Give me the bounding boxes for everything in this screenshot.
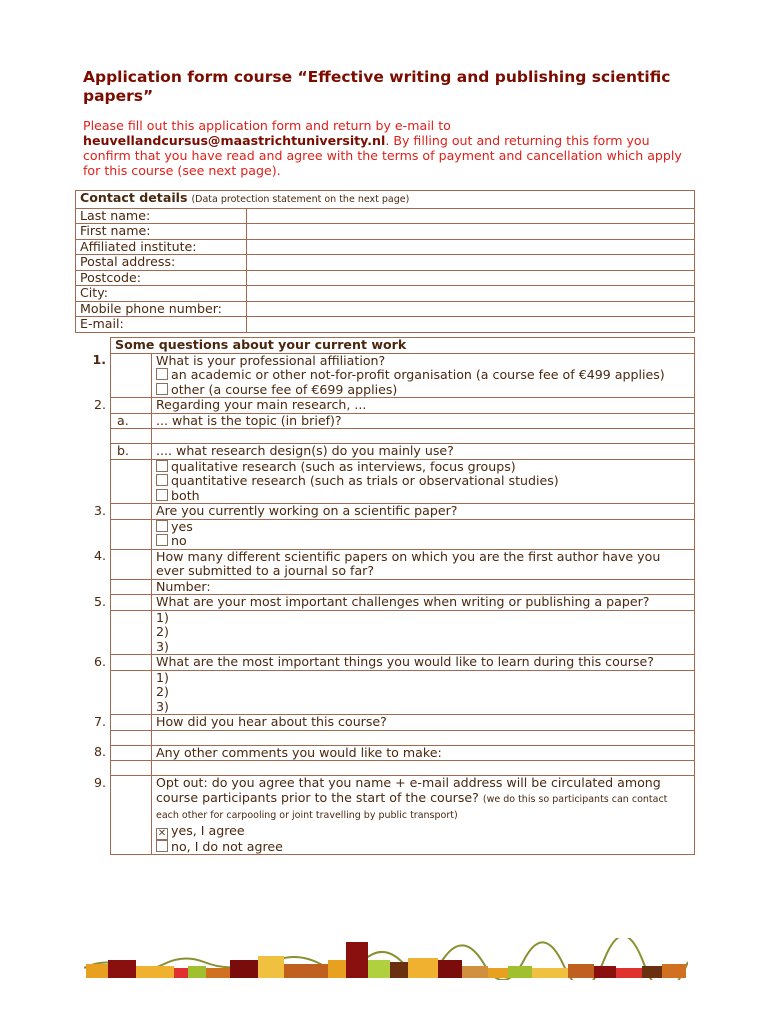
q4-number: 4. xyxy=(93,548,106,563)
q3-option-no[interactable] xyxy=(156,534,690,549)
q6-answer-2: 2) xyxy=(156,684,169,699)
contact-email[interactable]: heuvellandcursus@maastrichtuniversity.nl xyxy=(83,133,386,148)
intro-rest: . By filling out and returning this form you confirm that you have read and agree with the terms of payment and cancellation which apply for this course (see next page). xyxy=(83,133,682,178)
q6-number: 6. xyxy=(93,653,106,669)
q4-text: How many different scientific papers on which you are the first author have you ever submitted to a journal so far? xyxy=(152,549,695,579)
checkbox-icon[interactable] xyxy=(156,383,168,395)
q5-answer-2: 2) xyxy=(156,624,169,639)
contact-header-note: (Data protection statement on the next page) xyxy=(191,194,410,205)
contact-header-title: Contact details xyxy=(80,190,188,205)
q3-text: Are you currently working on a scientific paper? xyxy=(152,504,695,520)
q6-answer-1: 1) xyxy=(156,669,169,685)
q9-option-yes-label: yes, I agree xyxy=(171,822,245,838)
checkbox-icon[interactable] xyxy=(156,520,168,532)
field-label: Postcode: xyxy=(76,270,247,286)
checkbox-icon[interactable] xyxy=(156,368,168,380)
footer-illustration xyxy=(84,938,688,980)
q1-option-other-label: other (a course fee of €699 applies) xyxy=(171,381,398,397)
institute-field[interactable] xyxy=(247,239,695,255)
q9-number: 9. xyxy=(93,774,106,790)
q1-number: 1. xyxy=(92,352,106,367)
q2b-option-both-label: both xyxy=(171,487,200,503)
q2b-option-qualitative[interactable] xyxy=(156,460,690,475)
q2a-answer-field[interactable] xyxy=(152,429,695,444)
checkbox-checked-icon[interactable]: ✕ xyxy=(157,827,167,839)
field-label: Postal address: xyxy=(76,255,247,271)
page-title: Application form course “Effective writing and publishing scientific papers” xyxy=(83,68,671,105)
q9-option-no-label: no, I do not agree xyxy=(171,838,283,854)
contact-header xyxy=(76,191,695,209)
q1-option-academic-label: an academic or other not-for-profit organisation (a course fee of €499 applies) xyxy=(171,367,665,382)
intro-line1: Please fill out this application form and return by e-mail to xyxy=(83,118,451,133)
q9-note: (we do this so participants can contact each other for carpooling or joint travelling by public transport) xyxy=(156,793,668,821)
q5-number: 5. xyxy=(93,593,106,609)
q6-text: What are the most important things you would like to learn during this course? xyxy=(152,655,695,671)
q8-text: Any other comments you would like to make: xyxy=(152,745,695,761)
q2b-options xyxy=(152,459,695,504)
field-label: City: xyxy=(76,286,247,302)
q2b-number: b. xyxy=(111,444,152,460)
q8-number: 8. xyxy=(93,744,106,759)
q5-answer-3: 3) xyxy=(156,638,169,654)
q3-option-yes-label: yes xyxy=(171,518,193,534)
postcode-field[interactable] xyxy=(247,270,695,286)
q2a-number: a. xyxy=(111,413,152,429)
checkbox-icon[interactable] xyxy=(156,460,168,472)
q9-text: Opt out: do you agree that you name + e-mail address will be circulated among course participants prior to the start of the course? xyxy=(156,775,661,805)
q8-answer-field[interactable] xyxy=(152,761,695,776)
questions-header: Some questions about your current work xyxy=(111,338,695,354)
intro-text xyxy=(83,118,693,178)
checkbox-icon[interactable] xyxy=(156,534,168,546)
q2-number: 2. xyxy=(93,396,106,412)
q6-answer-3: 3) xyxy=(156,698,169,714)
field-label: First name: xyxy=(76,224,247,240)
q2a-text: ... what is the topic (in brief)? xyxy=(152,413,695,429)
q3-options xyxy=(152,519,695,549)
q6-answers[interactable] xyxy=(152,670,695,715)
q1-text: What is your professional affiliation? xyxy=(156,352,386,368)
checkbox-icon[interactable] xyxy=(156,474,168,486)
q3-option-yes[interactable] xyxy=(156,520,690,535)
q2b-option-quantitative[interactable] xyxy=(156,474,690,489)
q2b-option-both[interactable] xyxy=(156,489,690,504)
city-field[interactable] xyxy=(247,286,695,302)
q9-cell xyxy=(152,776,695,855)
q4-answer-field[interactable]: Number: xyxy=(152,579,695,595)
q9-option-no[interactable] xyxy=(156,840,690,855)
field-label: Mobile phone number: xyxy=(76,301,247,317)
contact-table xyxy=(75,190,695,333)
field-label: Affiliated institute: xyxy=(76,239,247,255)
q2b-text: .... what research design(s) do you mainly use? xyxy=(152,444,695,460)
q5-text: What are your most important challenges when writing or publishing a paper? xyxy=(152,595,695,611)
first-name-field[interactable] xyxy=(247,224,695,240)
q2b-option-qualitative-label: qualitative research (such as interviews, focus groups) xyxy=(171,458,516,474)
field-label: E-mail: xyxy=(76,317,247,333)
q3-option-no-label: no xyxy=(171,533,187,548)
mobile-phone-field[interactable] xyxy=(247,301,695,317)
q5-answers[interactable] xyxy=(152,610,695,655)
checkbox-icon[interactable] xyxy=(156,840,168,852)
postal-address-field[interactable] xyxy=(247,255,695,271)
q5-answer-1: 1) xyxy=(156,609,169,625)
last-name-field[interactable] xyxy=(247,208,695,224)
q9-option-yes[interactable] xyxy=(156,824,690,840)
q7-text: How did you hear about this course? xyxy=(152,715,695,731)
q1-option-academic[interactable] xyxy=(156,368,690,383)
checkbox-icon[interactable] xyxy=(156,489,168,501)
q2-text: Regarding your main research, ... xyxy=(152,398,695,414)
q2b-option-quantitative-label: quantitative research (such as trials or observational studies) xyxy=(171,473,559,488)
q7-answer-field[interactable] xyxy=(152,730,695,745)
field-label: Last name: xyxy=(76,208,247,224)
q3-number: 3. xyxy=(93,502,106,518)
q1-option-other[interactable] xyxy=(156,383,690,398)
questions-table xyxy=(75,337,695,855)
q7-number: 7. xyxy=(93,713,106,729)
q1-cell xyxy=(152,353,695,398)
email-field[interactable] xyxy=(247,317,695,333)
